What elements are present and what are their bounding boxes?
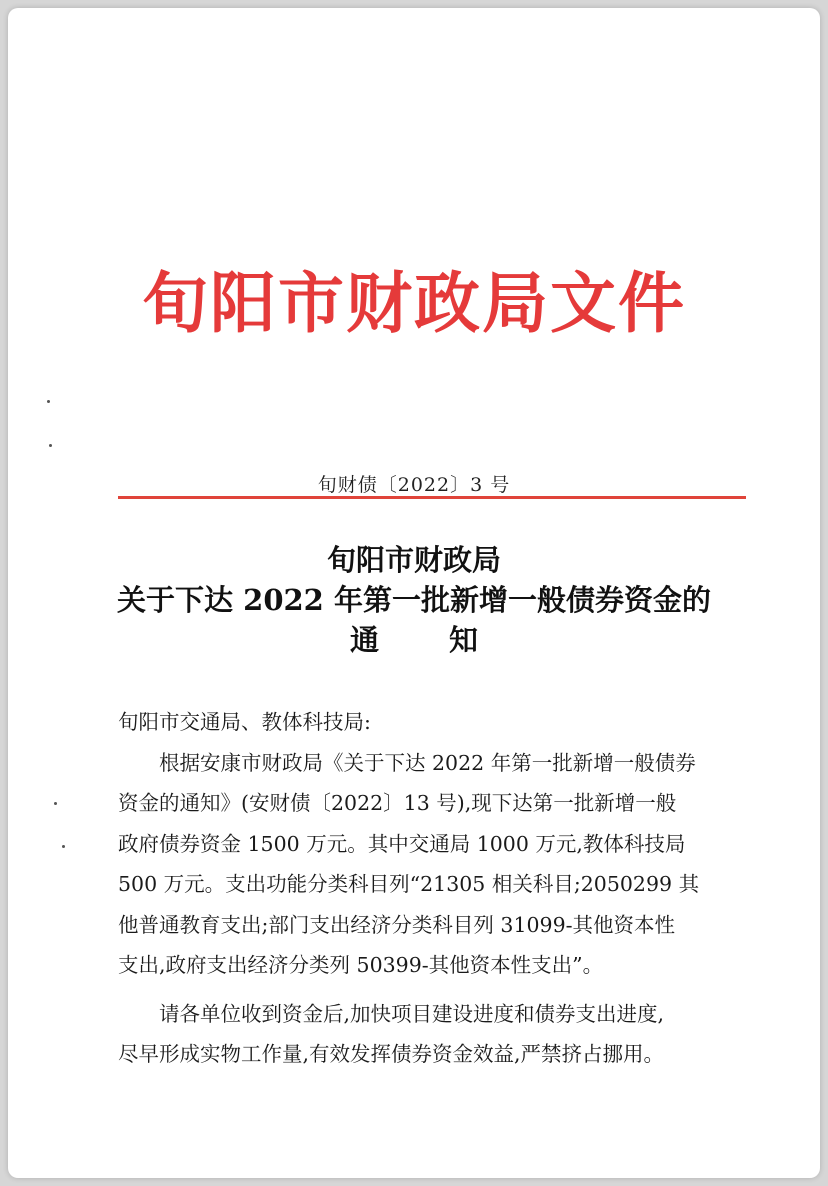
notice-title-line-2: 关于下达 2022 年第一批新增一般债券资金的 <box>117 583 711 617</box>
paragraph-line: 尽早形成实物工作量,有效发挥债券资金效益,严禁挤占挪用。 <box>118 1042 665 1066</box>
document-number: 旬财债〔2022〕3 号 <box>317 474 511 496</box>
addressee: 旬阳市交通局、教体科技局: <box>118 710 371 734</box>
paragraph-1 <box>118 743 746 986</box>
document-body <box>118 702 746 1075</box>
notice-title-word-2: 知 <box>449 623 479 657</box>
document-header-title: 旬阳市财政局文件 <box>142 264 686 342</box>
paragraph-line: 根据安康市财政局《关于下达 2022 年第一批新增一般债券 <box>159 750 696 775</box>
notice-title-word-1: 通 <box>349 623 379 657</box>
notice-title-line-1: 旬阳市财政局 <box>326 543 501 577</box>
paragraph-line: 支出,政府支出经济分类列 50399-其他资本性支出”。 <box>118 953 604 977</box>
paragraph-line: 请各单位收到资金后,加快项目建设进度和债券支出进度, <box>159 1001 665 1026</box>
scan-speck <box>47 400 50 403</box>
red-divider-line <box>118 496 746 499</box>
paragraph-line: 政府债券资金 1500 万元。其中交通局 1000 万元,教体科技局 <box>118 831 686 856</box>
paragraph-2 <box>118 994 746 1075</box>
notice-title-line-3 <box>0 620 828 660</box>
scan-speck <box>54 802 57 805</box>
paragraph-line: 资金的通知》(安财债〔2022〕13 号),现下达第一批新增一般 <box>118 791 677 815</box>
paragraph-line: 他普通教育支出;部门支出经济分类科目列 31099-其他资本性 <box>118 912 676 937</box>
paragraph-line: 500 万元。支出功能分类科目列“21305 相关科目;2050299 其 <box>118 872 700 896</box>
scan-speck <box>49 444 52 447</box>
notice-title <box>0 540 828 660</box>
scan-speck <box>62 845 65 848</box>
